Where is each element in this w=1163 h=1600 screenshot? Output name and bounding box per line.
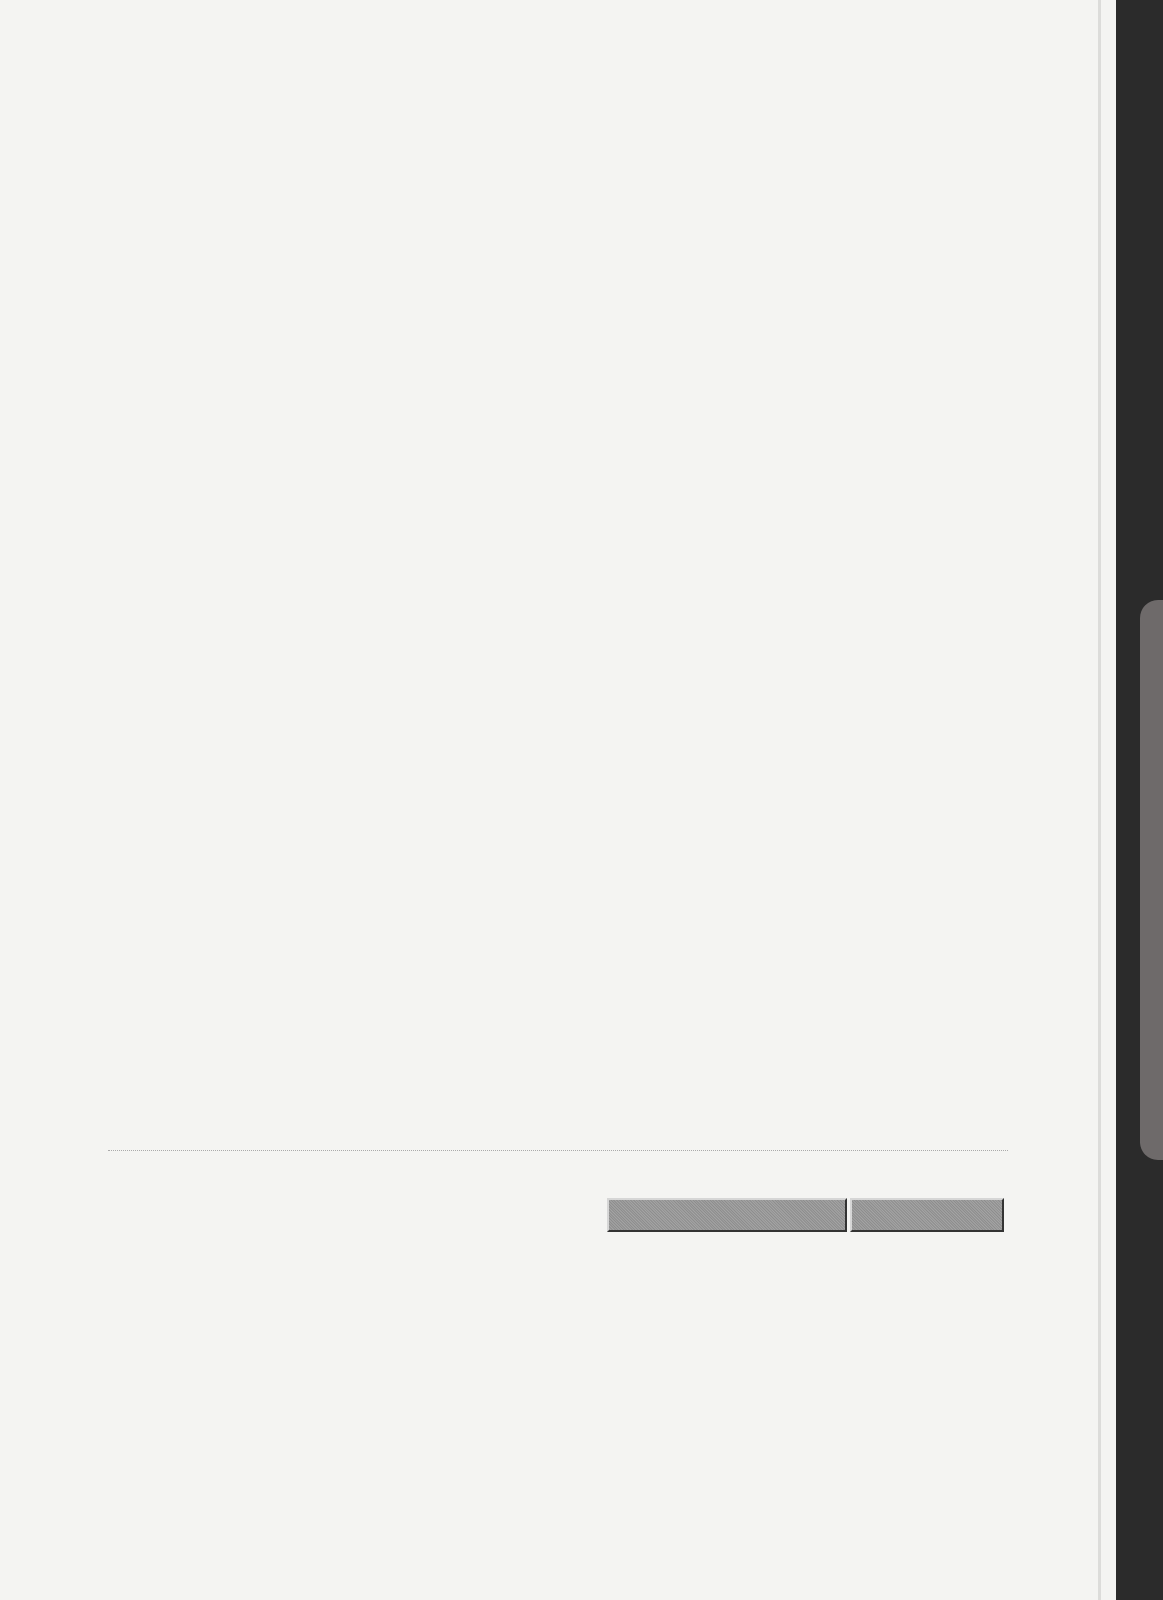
paper-edge [1098, 0, 1101, 1600]
results-divider [108, 1150, 1008, 1151]
get-all-button[interactable] [850, 1198, 1004, 1232]
get-selected-button[interactable] [607, 1198, 847, 1232]
scan-edge-tab [1140, 600, 1163, 1160]
